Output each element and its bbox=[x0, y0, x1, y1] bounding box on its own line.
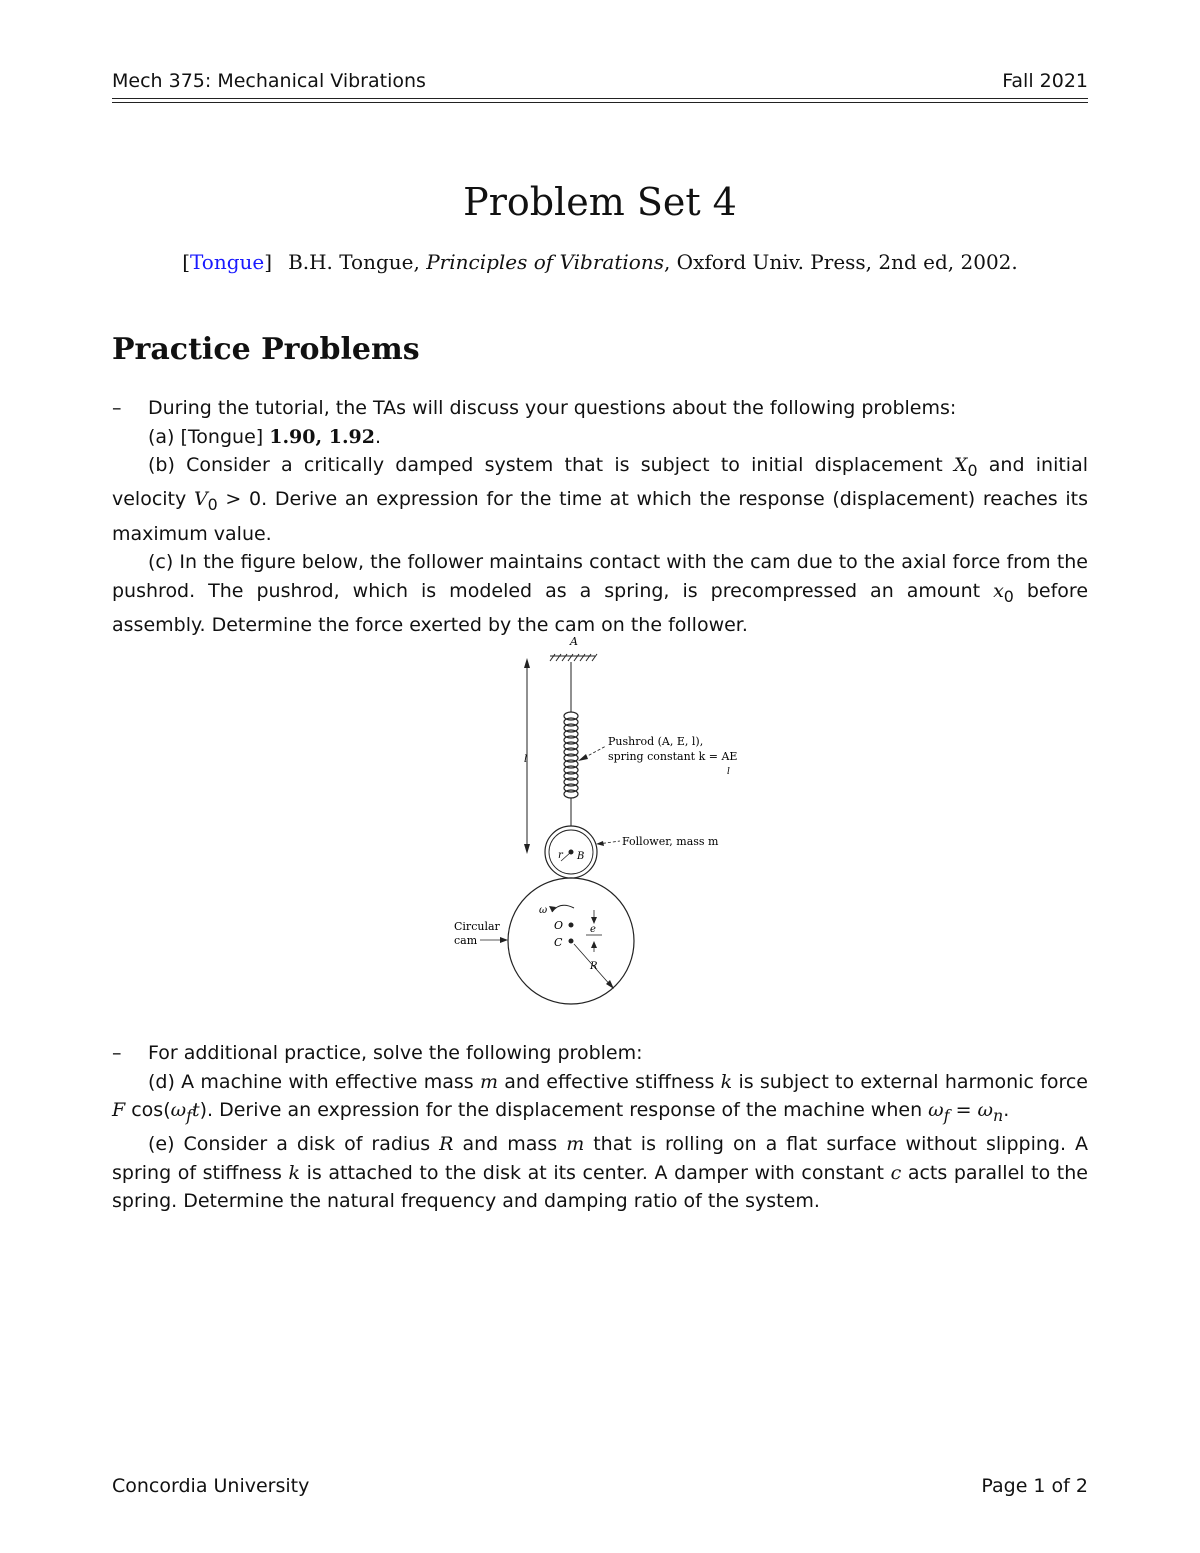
pushrod-leader-arrow bbox=[578, 754, 588, 761]
length-arrow-bottom bbox=[524, 844, 530, 854]
intro-tutorial: – During the tutorial, the TAs will discuss your questions about the following problems: bbox=[112, 397, 957, 419]
page-title: Problem Set 4 bbox=[463, 180, 737, 224]
ground-label: A bbox=[570, 635, 578, 648]
cam-follower-diagram bbox=[440, 630, 760, 1010]
omega-label: ω bbox=[539, 905, 548, 916]
length-arrow-top bbox=[524, 658, 530, 668]
e-arrow-bottom bbox=[591, 941, 597, 948]
item-a: (a) [Tongue] 1.90, 1.92. bbox=[148, 425, 382, 448]
page-footer bbox=[112, 1475, 1088, 1505]
term: Fall 2021 bbox=[1002, 70, 1088, 92]
rotation-arc bbox=[552, 905, 574, 912]
follower-b-label: B bbox=[577, 851, 585, 862]
pushrod-label-line2: spring constant k = AE bbox=[608, 750, 738, 763]
R-label: R bbox=[590, 961, 598, 972]
length-label: l bbox=[524, 754, 528, 765]
item-b: (b) Consider a critically damped system that is subject to initial displacement $X_0$ and initial velocity $V_0 > 0$. Derive an expression for the time at which the response (displacement) reaches its maximum value. bbox=[112, 454, 1089, 545]
additional-practice bbox=[112, 1039, 1088, 1216]
reference-book: Principles of Vibrations bbox=[426, 250, 664, 274]
cam-label-line1: Circular bbox=[454, 920, 500, 933]
e-arrow-top bbox=[591, 917, 597, 924]
cam-label-line2: cam bbox=[454, 934, 478, 947]
follower-r-label: r bbox=[558, 850, 563, 861]
header-rule-thin bbox=[112, 102, 1088, 103]
intro-additional: – For additional practice, solve the following problem: bbox=[112, 1042, 643, 1064]
item-c: (c) In the figure below, the follower maintains contact with the cam due to the axial force from the pushrod. The pushrod, which is modeled as a spring, is precompressed an amount $x_0$ before assembly. Determine the force exerted by the cam on the follower. bbox=[112, 551, 1089, 636]
o-label: O bbox=[554, 919, 564, 932]
course-name: Mech 375: Mechanical Vibrations bbox=[112, 70, 426, 92]
cam-follower-figure bbox=[440, 630, 760, 1014]
pushrod-label-line1: Pushrod (A, E, l), bbox=[608, 735, 704, 748]
cam-center-c bbox=[569, 939, 574, 944]
item-d: (d) A machine with effective mass m and effective stiffness k is subject to external harmonic force F $\cos(\omega_ft)$. Derive an expression for the displacement response of the machine when $\omega_f = \omega_n$. bbox=[112, 1070, 1088, 1125]
institution: Concordia University bbox=[112, 1475, 310, 1497]
header-rule bbox=[112, 98, 1088, 99]
e-label: e bbox=[590, 924, 596, 935]
reference-details: , Oxford Univ. Press, 2nd ed, 2002. bbox=[663, 250, 1018, 274]
c-label: C bbox=[554, 936, 563, 949]
reference-line: [Tongue] B.H. Tongue, Principles of Vibrations, Oxford Univ. Press, 2nd ed, 2002. bbox=[182, 250, 1018, 274]
reference-key-link[interactable]: Tongue bbox=[190, 250, 265, 274]
cam-pivot-o bbox=[569, 923, 574, 928]
pushrod-label-denominator: l bbox=[727, 767, 730, 777]
reference-author: B.H. Tongue, bbox=[288, 250, 427, 274]
follower-leader-arrow bbox=[596, 841, 604, 846]
pushrod-spring bbox=[564, 712, 578, 798]
page-header bbox=[112, 70, 1088, 100]
cam-leader-arrow bbox=[500, 937, 508, 943]
follower-label: Follower, mass m bbox=[622, 835, 719, 848]
item-e: (e) Consider a disk of radius R and mass m that is rolling on a flat surface without slipping. A spring of stiffness k is attached to the disk at its center. A damper with constant c acts parallel to the spring. Determine the natural frequency and damping ratio of the system. bbox=[112, 1133, 1088, 1213]
section-title: Practice Problems bbox=[112, 332, 420, 367]
practice-list bbox=[112, 394, 1088, 639]
ground-hatch bbox=[550, 654, 597, 661]
page-number: Page 1 of 2 bbox=[981, 1475, 1088, 1497]
